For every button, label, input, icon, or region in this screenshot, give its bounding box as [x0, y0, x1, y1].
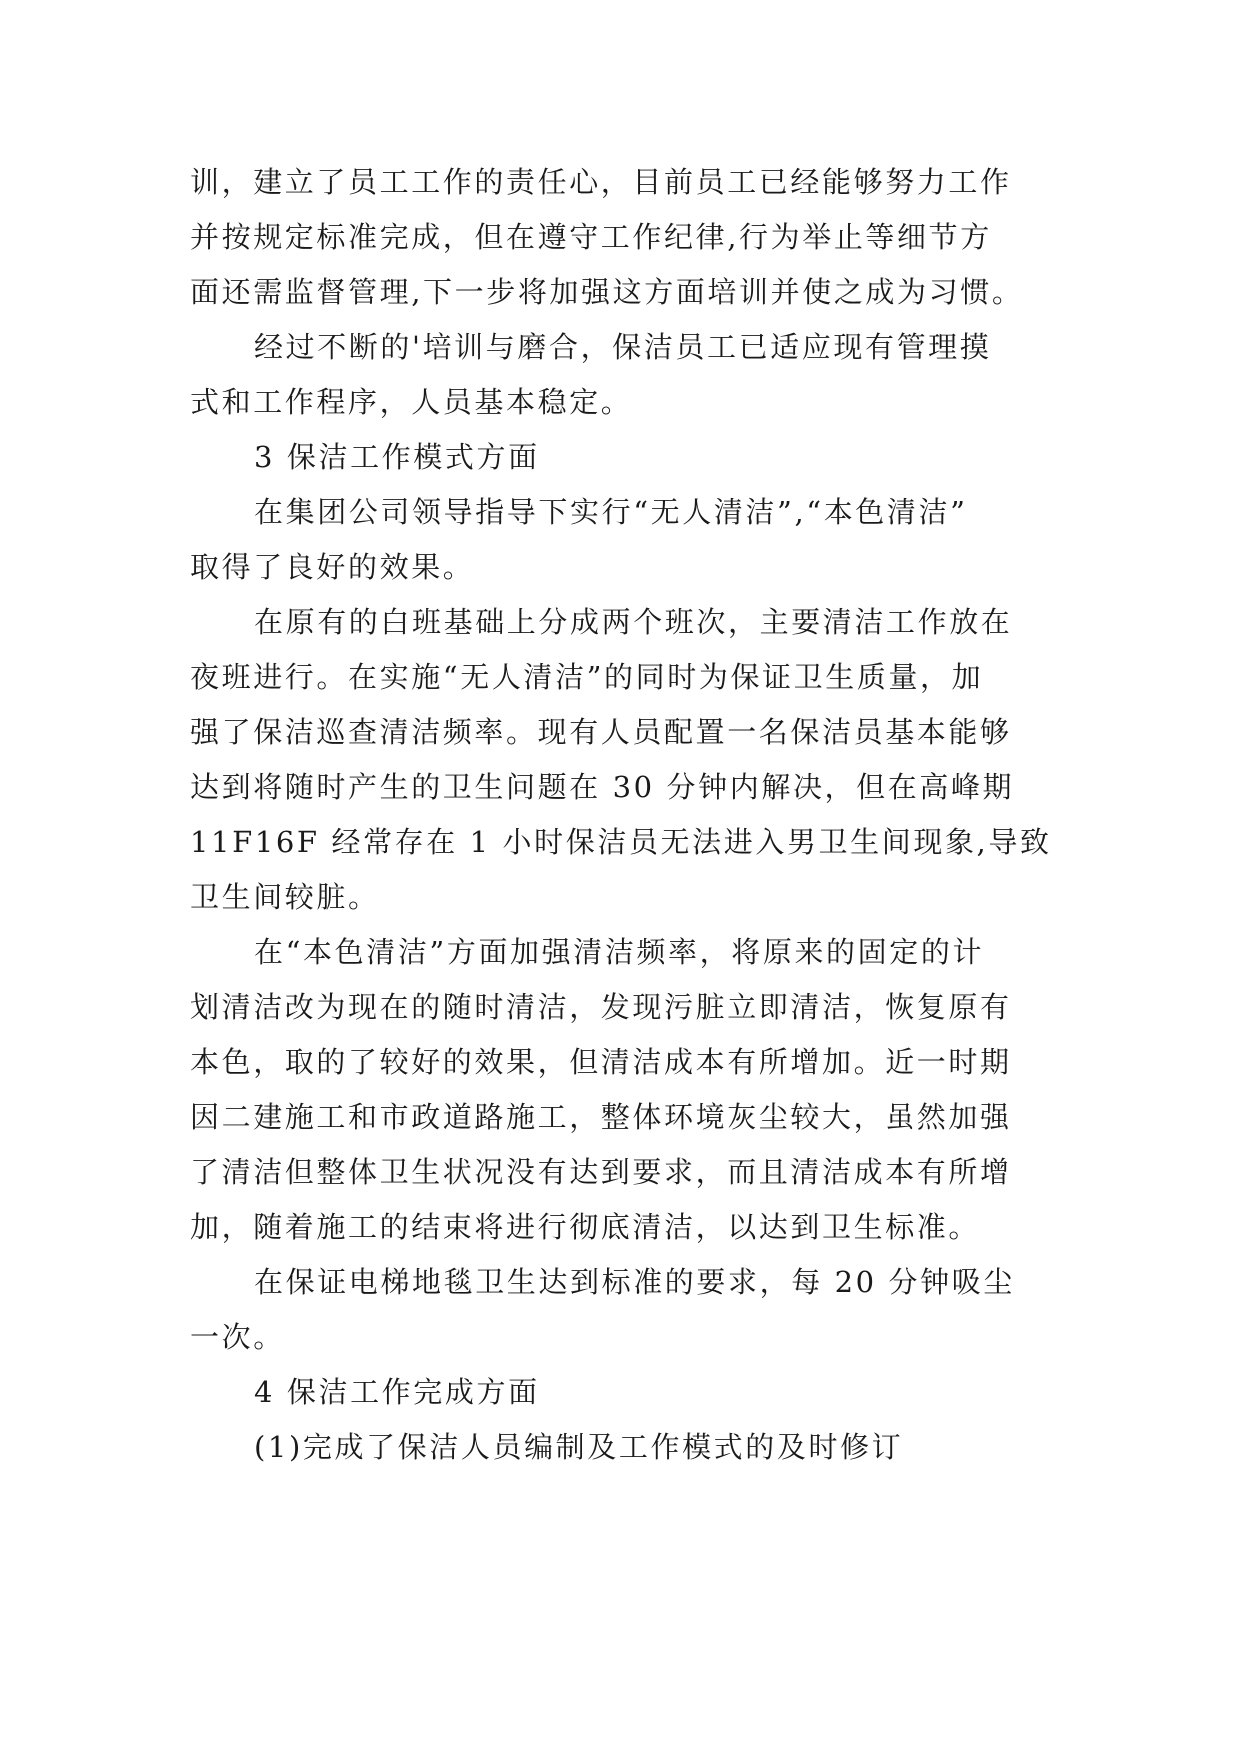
list-item: (1)完成了保洁人员编制及工作模式的及时修订 [254, 1430, 904, 1464]
text-line: 面还需监督管理,下一步将加强这方面培训并使之成为习惯。 [190, 275, 1024, 309]
text-line: 训，建立了员工工作的责任心，目前员工已经能够努力工作 [190, 165, 1012, 199]
text-line: 夜班进行。在实施“无人清洁”的同时为保证卫生质量，加 [190, 660, 984, 694]
text-line: 一次。 [190, 1320, 285, 1354]
text-line: 在保证电梯地毯卫生达到标准的要求，每 20 分钟吸尘 [254, 1265, 1015, 1299]
text-line: 划清洁改为现在的随时清洁，发现污脏立即清洁，恢复原有 [190, 990, 1012, 1024]
text-line: 在原有的白班基础上分成两个班次，主要清洁工作放在 [254, 605, 1013, 639]
section-heading: 3 保洁工作模式方面 [254, 440, 540, 474]
text-line: 式和工作程序，人员基本稳定。 [190, 385, 633, 419]
document-body [190, 155, 1070, 1475]
section-heading: 4 保洁工作完成方面 [254, 1375, 540, 1409]
text-line: 在集团公司领导指导下实行“无人清洁”,“本色清洁” [254, 495, 968, 529]
text-line: 强了保洁巡查清洁频率。现有人员配置一名保洁员基本能够 [190, 715, 1012, 749]
text-line: 并按规定标准完成，但在遵守工作纪律,行为举止等细节方 [190, 220, 992, 254]
text-line: 因二建施工和市政道路施工，整体环境灰尘较大，虽然加强 [190, 1100, 1012, 1134]
text-line: 了清洁但整体卫生状况没有达到要求，而且清洁成本有所增 [190, 1155, 1012, 1189]
text-line: 达到将随时产生的卫生问题在 30 分钟内解决，但在高峰期 [190, 770, 1015, 804]
text-line: 本色，取的了较好的效果，但清洁成本有所增加。近一时期 [190, 1045, 1012, 1079]
text-line: 经过不断的'培训与磨合，保洁员工已适应现有管理摸 [254, 330, 992, 364]
text-line: 加，随着施工的结束将进行彻底清洁，以达到卫生标准。 [190, 1210, 981, 1244]
text-line: 取得了良好的效果。 [190, 550, 475, 584]
text-line: 在“本色清洁”方面加强清洁频率，将原来的固定的计 [254, 935, 985, 969]
text-line: 11F16F 经常存在 1 小时保洁员无法进入男卫生间现象,导致 [190, 825, 1052, 859]
text-line: 卫生间较脏。 [190, 880, 380, 914]
